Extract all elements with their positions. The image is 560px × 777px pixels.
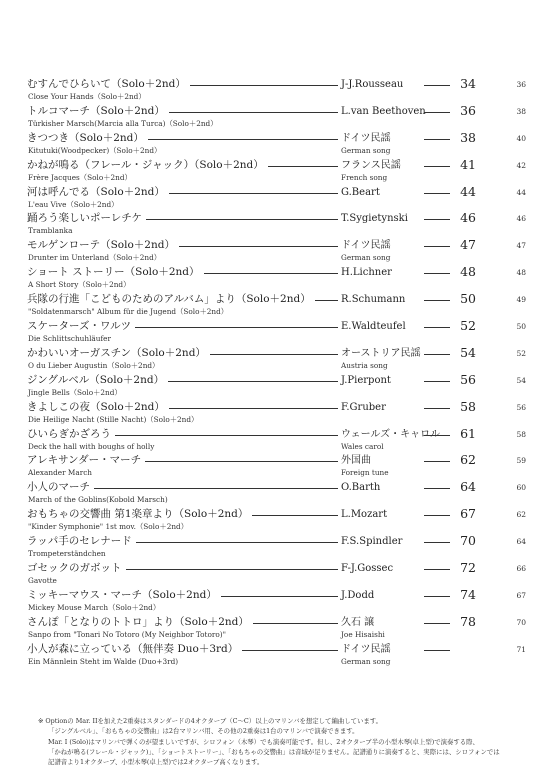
- page-leader-line: [424, 408, 450, 409]
- leader-line: [204, 273, 339, 274]
- composer: ドイツ民謡: [341, 643, 391, 655]
- composer: L.Mozart: [341, 509, 388, 521]
- page-number: 34: [460, 76, 476, 91]
- composer: J.Pierpont: [341, 374, 391, 386]
- leader-line: [169, 112, 338, 113]
- song-title: 小人のマーチ: [27, 481, 90, 494]
- composer: F.S.Spindler: [341, 536, 403, 548]
- page-leader-line: [424, 515, 450, 516]
- song-subtitle: Deck the hall with boughs of holly: [28, 441, 155, 451]
- song-title: 兵隊の行進「こどものためのアルバム」より（Solo＋2nd）: [27, 293, 311, 306]
- part-page-number: 56: [516, 402, 526, 412]
- page-leader-line: [424, 273, 450, 274]
- toc-entry: [0, 454, 560, 481]
- composer-subtitle: Wales carol: [341, 441, 384, 451]
- song-subtitle: Kitutuki(Woodpecker)（Solo＋2nd）: [28, 145, 162, 155]
- composer: フランス民謡: [341, 159, 401, 171]
- part-page-number: 36: [516, 80, 526, 89]
- song-subtitle: L'eau Vive（Solo＋2nd）: [28, 199, 119, 209]
- toc-entry: [0, 481, 560, 508]
- song-subtitle: Drunter im Unterland（Solo＋2nd）: [28, 253, 162, 263]
- page-leader-line: [424, 300, 450, 301]
- page-number: 50: [460, 291, 476, 307]
- toc-entry: [0, 613, 560, 643]
- footnote-line: 記譜音より1オクターブ、小型木琴(卓上型)では2オクターブ高くなります。: [48, 758, 264, 767]
- page-number: 41: [460, 156, 476, 172]
- part-page-number: 46: [516, 214, 526, 224]
- footnote-line: 「ジングルベル」、「おもちゃの交響曲」は2台マリンバ用、その他の2重奏は1台のマリンバで演奏できます。: [48, 727, 359, 736]
- composer: 外国曲: [341, 455, 371, 467]
- part-page-number: 44: [516, 187, 526, 197]
- page-leader-line: [424, 354, 450, 355]
- page-number: 78: [460, 613, 476, 629]
- composer: H.Lichner: [341, 267, 392, 279]
- composer: オーストリア民謡: [341, 347, 421, 359]
- leader-line: [136, 542, 338, 543]
- part-page-number: 71: [516, 644, 526, 654]
- composer: T.Sygietynski: [341, 213, 408, 225]
- toc-entry: [0, 344, 560, 374]
- leader-line: [242, 650, 338, 651]
- toc-entry: [0, 129, 560, 159]
- song-title: 踊ろう楽しいポーレチケ: [27, 212, 142, 225]
- part-page-number: 40: [516, 133, 526, 143]
- song-title: アレキサンダー・マーチ: [27, 454, 142, 467]
- footnote-line: Mar. I (Solo)はマリンバで弾くのが望ましいですが、シロフォン（木琴）でも演奏可能です。但し、2オクターブ半の小型木琴(卓上型)で演奏する際、: [48, 737, 479, 746]
- page-number: 54: [460, 344, 476, 360]
- table-of-contents: [0, 78, 560, 670]
- page-leader-line: [424, 327, 450, 328]
- leader-line: [94, 488, 338, 489]
- song-subtitle: A Short Story（Solo＋2nd）: [28, 280, 131, 290]
- song-title: 河は呼んでる（Solo＋2nd）: [27, 185, 165, 198]
- page-leader-line: [424, 85, 450, 86]
- song-title: さんぽ「となりのトトロ」より（Solo＋2nd）: [27, 615, 249, 628]
- toc-entry: [0, 78, 560, 105]
- song-title: きつつき（Solo＋2nd）: [27, 131, 144, 144]
- song-subtitle: Close Your Hands（Solo＋2nd）: [28, 92, 146, 101]
- part-page-number: 64: [516, 537, 526, 547]
- song-title: むすんでひらいて（Solo＋2nd）: [27, 78, 186, 90]
- page-number: 64: [460, 479, 476, 495]
- part-page-number: 70: [516, 617, 526, 627]
- page-number: 38: [460, 129, 476, 145]
- page-leader-line: [424, 435, 450, 436]
- page-number: 36: [460, 102, 476, 118]
- part-page-number: 67: [516, 590, 526, 600]
- song-subtitle: "Kinder Symphonie" 1st mov.（Solo＋2nd）: [28, 522, 189, 532]
- page-number: 67: [460, 506, 476, 522]
- song-subtitle: Jingle Bells（Solo＋2nd）: [28, 387, 122, 397]
- composer-subtitle: Austria song: [341, 360, 388, 370]
- song-subtitle: Die Schlittschuhläufer: [28, 334, 111, 344]
- page-leader-line: [424, 488, 450, 489]
- composer-subtitle: German song: [341, 253, 391, 263]
- part-page-number: 60: [516, 483, 526, 493]
- page-leader-line: [424, 569, 450, 570]
- song-subtitle: O du Lieber Augustin（Solo＋2nd）: [28, 360, 160, 370]
- toc-entry: [0, 425, 560, 455]
- part-page-number: 62: [516, 510, 526, 520]
- song-title: スケーターズ・ワルツ: [27, 320, 132, 333]
- song-title: 小人が森に立っている（無伴奏 Duo＋3rd）: [27, 642, 239, 655]
- page-leader-line: [424, 139, 450, 140]
- toc-entry: [0, 212, 560, 239]
- composer: J.Dodd: [341, 589, 375, 601]
- leader-line: [148, 139, 338, 140]
- part-page-number: 48: [516, 268, 526, 278]
- composer: F-J.Gossec: [341, 563, 394, 575]
- composer: L.van Beethoven: [341, 105, 426, 117]
- song-subtitle: March of the Goblins(Kobold Marsch): [28, 495, 168, 505]
- leader-line: [210, 354, 338, 355]
- part-page-number: 42: [516, 160, 526, 170]
- composer: ウェールズ・キャロル: [341, 428, 441, 440]
- page-number: 48: [460, 264, 476, 280]
- composer: ドイツ民謡: [341, 240, 391, 252]
- page-number: 58: [460, 398, 476, 414]
- page-number: 47: [460, 237, 476, 253]
- part-page-number: 47: [516, 241, 526, 251]
- composer: F.Gruber: [341, 401, 386, 413]
- song-subtitle: Sanpo from "Tonari No Totoro (My Neighbor Totoro)": [28, 629, 226, 639]
- song-title: トルコマーチ（Solo＋2nd）: [27, 104, 165, 117]
- song-title: ラッパ手のセレナード: [27, 535, 132, 548]
- page-number: 52: [460, 318, 476, 334]
- page-leader-line: [424, 112, 450, 113]
- page-leader-line: [424, 461, 450, 462]
- page-leader-line: [424, 623, 450, 624]
- composer-subtitle: German song: [341, 656, 391, 666]
- composer: 久石 譲: [341, 616, 375, 628]
- page-number: 46: [460, 210, 476, 226]
- footnotes: [38, 716, 538, 767]
- toc-entry: [0, 239, 560, 266]
- composer: G.Beart: [341, 186, 380, 198]
- composer-subtitle: Foreign tune: [341, 468, 389, 478]
- song-subtitle: Mickey Mouse March（Solo＋2nd）: [28, 602, 161, 612]
- leader-line: [169, 408, 338, 409]
- part-page-number: 59: [516, 456, 526, 466]
- page-leader-line: [424, 166, 450, 167]
- song-title: おもちゃの交響曲 第1楽章より（Solo＋2nd）: [27, 508, 249, 521]
- leader-line: [315, 300, 338, 301]
- footnote-line: 「かねが鳴る(フレール・ジャック)」、「ショートストーリー」、「おもちゃの交響曲」は音域が足りません。記譜通りに演奏すると、実際には、シロフォンでは: [48, 747, 500, 756]
- leader-line: [252, 515, 338, 516]
- part-page-number: 66: [516, 564, 526, 574]
- song-subtitle: Ein Männlein Steht im Walde (Duo+3rd): [28, 656, 179, 666]
- leader-line: [179, 246, 338, 247]
- toc-entry: [0, 371, 560, 401]
- toc-entry: [0, 293, 560, 320]
- song-subtitle: Gavotte: [28, 576, 57, 586]
- leader-line: [146, 219, 338, 220]
- song-subtitle: Frère Jacques（Solo＋2nd）: [28, 172, 132, 182]
- part-page-number: 52: [516, 348, 526, 358]
- song-title: ミッキーマウス・マーチ（Solo＋2nd）: [27, 588, 217, 601]
- toc-entry: [0, 102, 560, 132]
- part-page-number: 54: [516, 375, 526, 385]
- leader-line: [135, 327, 338, 328]
- page-leader-line: [424, 650, 450, 651]
- composer: ドイツ民謡: [341, 132, 391, 144]
- toc-entry: [0, 183, 560, 213]
- page-leader-line: [424, 381, 450, 382]
- song-title: ジングルベル（Solo＋2nd）: [27, 373, 165, 386]
- page-number: 56: [460, 371, 476, 387]
- leader-line: [221, 596, 338, 597]
- part-page-number: 58: [516, 429, 526, 439]
- part-page-number: 49: [516, 295, 526, 305]
- page-number: 62: [460, 452, 476, 468]
- leader-line: [115, 435, 338, 436]
- composer-subtitle: German song: [341, 145, 391, 155]
- page-leader-line: [424, 193, 450, 194]
- song-title: ゴセックのガボット: [27, 562, 122, 575]
- page-number: 44: [460, 183, 476, 199]
- composer: E.Waldteufel: [341, 321, 406, 333]
- composer: R.Schumann: [341, 294, 406, 306]
- toc-entry: [0, 320, 560, 347]
- leader-line: [145, 461, 338, 462]
- part-page-number: 38: [516, 106, 526, 116]
- toc-entry: [0, 586, 560, 616]
- song-subtitle: Tramblanka: [28, 226, 73, 236]
- footnote-line: ※ Optionの Mar. IIを加えた2重奏はスタンダードの4オクターブ（C〜C）以上のマリンバを想定して編曲しています。: [38, 717, 383, 725]
- composer: J-J.Rousseau: [341, 79, 404, 90]
- page-number: 61: [460, 425, 476, 441]
- song-subtitle: Die Heilige Nacht (Stille Nacht)（Solo＋2nd）: [28, 414, 199, 424]
- song-title: ひいらぎかざろう: [27, 427, 111, 440]
- toc-entry: [0, 562, 560, 589]
- page-leader-line: [424, 596, 450, 597]
- toc-entry: [0, 266, 560, 293]
- song-subtitle: Türkisher Marsch(Marcia alla Turca)（Solo＋2nd）: [28, 118, 218, 128]
- page-leader-line: [424, 219, 450, 220]
- leader-line: [268, 166, 338, 167]
- song-subtitle: "Soldatenmarsch" Album für die Jugend（Solo＋2nd）: [28, 307, 229, 317]
- song-title: きよしこの夜（Solo＋2nd）: [27, 400, 165, 413]
- page-number: 70: [460, 533, 476, 549]
- leader-line: [168, 381, 338, 382]
- toc-entry: [0, 535, 560, 562]
- song-title: かねが鳴る（フレール・ジャック）（Solo＋2nd）: [27, 158, 264, 171]
- song-subtitle: Trompeterständchen: [28, 549, 106, 559]
- toc-entry: [0, 398, 560, 428]
- page-number: 72: [460, 560, 476, 576]
- leader-line: [169, 193, 338, 194]
- song-title: モルゲンローテ（Solo＋2nd）: [27, 239, 175, 252]
- part-page-number: 50: [516, 322, 526, 332]
- song-subtitle: Alexander March: [28, 468, 92, 478]
- page-leader-line: [424, 246, 450, 247]
- leader-line: [126, 569, 339, 570]
- page-number: 74: [460, 586, 476, 602]
- leader-line: [190, 85, 338, 86]
- song-title: ショート ストーリー（Solo＋2nd）: [27, 266, 200, 279]
- composer: O.Barth: [341, 482, 381, 494]
- toc-entry: [0, 508, 560, 535]
- page-leader-line: [424, 542, 450, 543]
- toc-entry: [0, 643, 560, 670]
- leader-line: [253, 623, 338, 624]
- song-title: かわいいオーガスチン（Solo＋2nd）: [27, 346, 206, 359]
- composer-subtitle: French song: [341, 172, 388, 182]
- toc-entry: [0, 156, 560, 186]
- composer-subtitle: Joe Hisaishi: [341, 629, 385, 639]
